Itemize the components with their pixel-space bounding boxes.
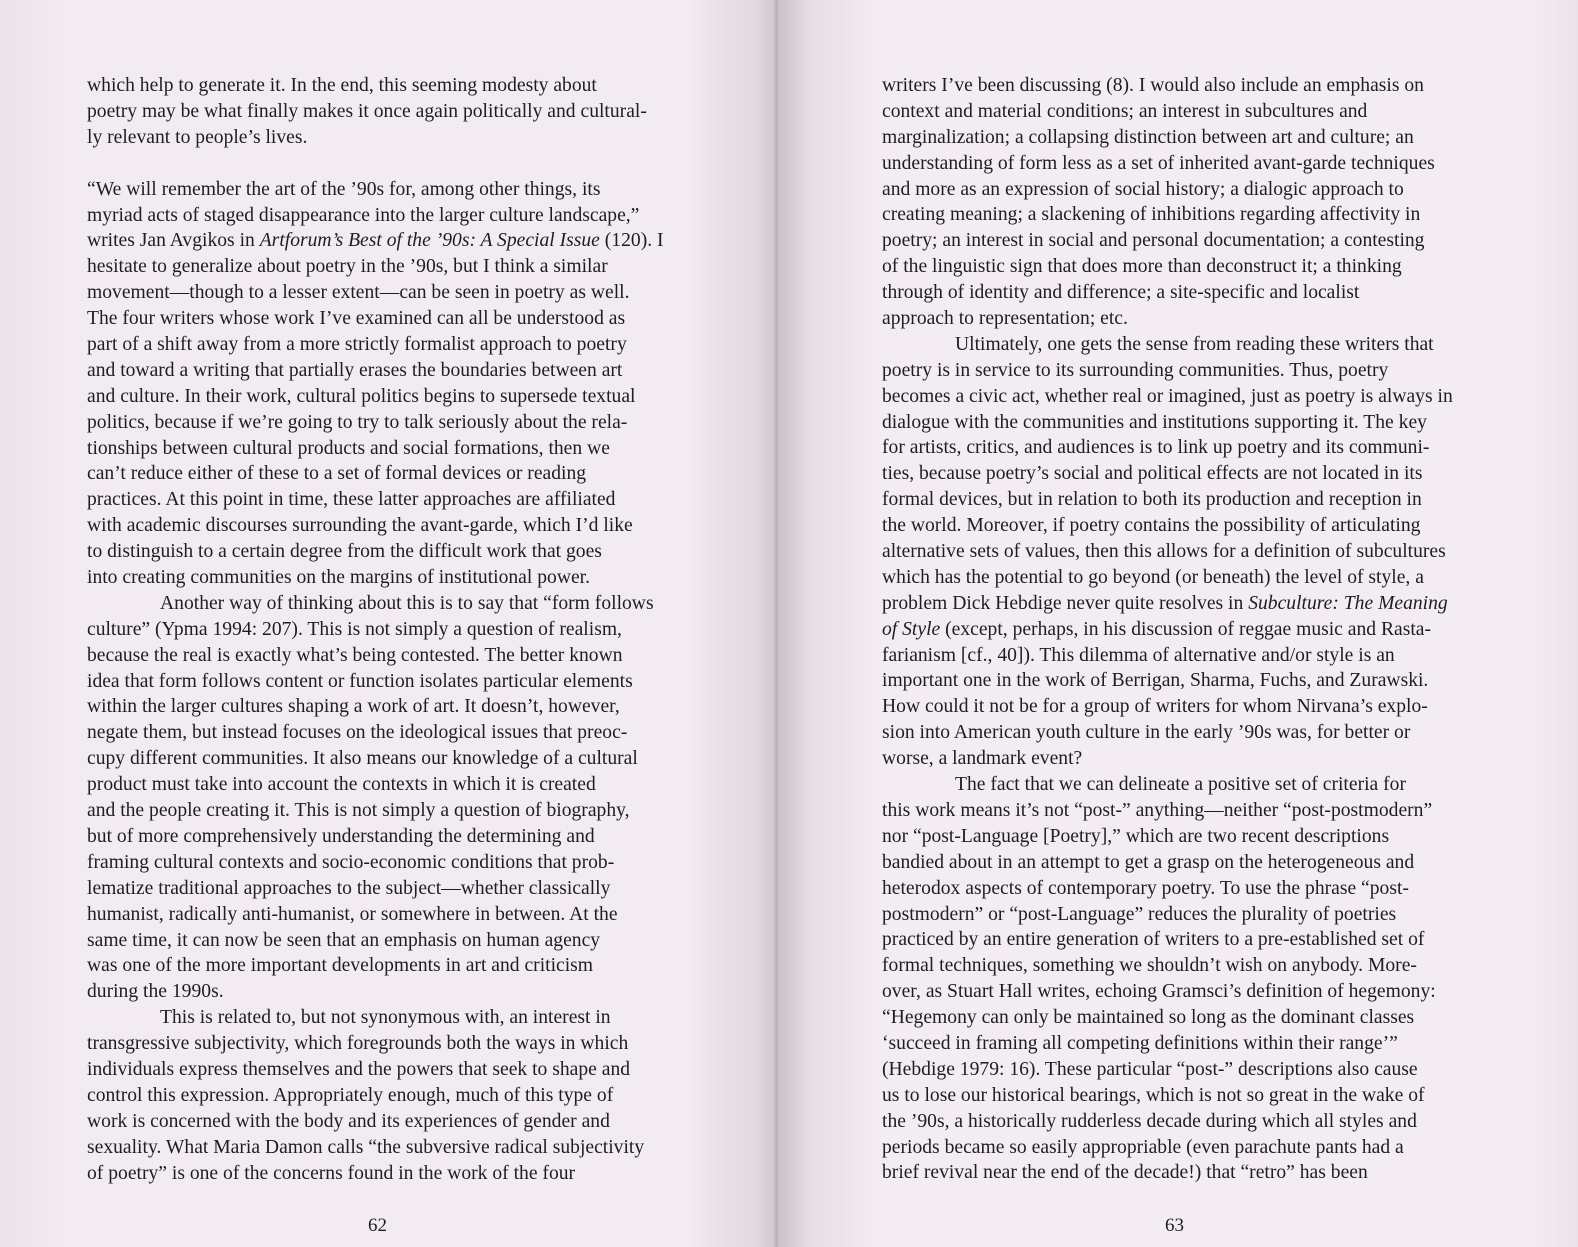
- text-line: lematize traditional approaches to the subject—whether classically: [87, 877, 611, 899]
- text-line: and more as an expression of social history; a dialogic approach to: [882, 178, 1404, 200]
- text-line: The fact that we can delineate a positive set of criteria for: [955, 774, 1406, 796]
- left-page-text: [87, 73, 664, 1186]
- text-line: dialogue with the communities and institutions supporting it. The key: [882, 411, 1427, 433]
- text-line: understanding of form less as a set of inherited avant-garde techniques: [882, 152, 1435, 174]
- page-number: 62: [368, 1215, 387, 1236]
- text-line: farianism [cf., 40]). This dilemma of alternative and/or style is an: [882, 644, 1395, 666]
- text-line: humanist, radically anti-humanist, or somewhere in between. At the: [87, 903, 618, 925]
- text-line: ly relevant to people’s lives.: [87, 126, 308, 148]
- text-line: poetry is in service to its surrounding communities. Thus, poetry: [882, 359, 1389, 381]
- left-page: [0, 0, 778, 1247]
- text-line: formal techniques, something we shouldn’t wish on anybody. More-: [882, 955, 1417, 977]
- text-line: (Hebdige 1979: 16). These particular “post-” descriptions also cause: [882, 1058, 1418, 1080]
- text-line: the world. Moreover, if poetry contains the possibility of articulating: [882, 515, 1421, 537]
- right-page-text: [882, 73, 1453, 1186]
- text-line: through of identity and difference; a site-specific and localist: [882, 282, 1360, 304]
- text-line: cupy different communities. It also means our knowledge of a cultural: [87, 748, 638, 770]
- text-line: bandied about in an attempt to get a grasp on the heterogeneous and: [882, 851, 1415, 873]
- text-line: but of more comprehensively understanding the determining and: [87, 825, 595, 847]
- page-number: 63: [1165, 1215, 1184, 1236]
- text-line: brief revival near the end of the decade!) that “retro” has been: [882, 1162, 1368, 1184]
- text-line: periods became so easily appropriable (even parachute pants had a: [882, 1136, 1404, 1158]
- text-line: part of a shift away from a more strictly formalist approach to poetry: [87, 334, 627, 356]
- text-line-hebdige-cont: [882, 617, 1453, 643]
- book-title-italic: of Style: [882, 618, 941, 640]
- text-line: of poetry” is one of the concerns found in the work of the four: [87, 1162, 576, 1184]
- text-line: of the linguistic sign that does more than deconstruct it; a thinking: [882, 256, 1402, 278]
- right-page: [778, 0, 1578, 1247]
- text-line: poetry; an interest in social and personal documentation; a contesting: [882, 230, 1425, 252]
- text-line: negate them, but instead focuses on the ideological issues that preoc-: [87, 722, 628, 744]
- text-line: can’t reduce either of these to a set of formal devices or reading: [87, 463, 587, 485]
- book-title-italic: Subculture: The Meaning: [1248, 592, 1448, 614]
- text-line: and the people creating it. This is not simply a question of biography,: [87, 800, 630, 822]
- text-line: product must take into account the contexts in which it is created: [87, 774, 596, 796]
- text-line: The four writers whose work I’ve examined can all be understood as: [87, 308, 626, 330]
- text-line: same time, it can now be seen that an emphasis on human agency: [87, 929, 601, 951]
- text-line: postmodern” or “post-Language” reduces the plurality of poetries: [882, 903, 1397, 925]
- text-line: within the larger cultures shaping a work of art. It doesn’t, however,: [87, 696, 620, 718]
- text-line: the ’90s, a historically rudderless decade during which all styles and: [882, 1110, 1417, 1132]
- text-line: becomes a civic act, whether real or imagined, just as poetry is always in: [882, 385, 1453, 407]
- text-line: marginalization; a collapsing distinction between art and culture; an: [882, 126, 1414, 148]
- text-line: with academic discourses surrounding the avant-garde, which I’d like: [87, 515, 633, 537]
- text-line: “Hegemony can only be maintained so long as the dominant classes: [882, 1007, 1415, 1029]
- text-line: culture” (Ypma 1994: 207). This is not simply a question of realism,: [87, 618, 622, 640]
- text-line: formal devices, but in relation to both its production and reception in: [882, 489, 1422, 511]
- text-line: Another way of thinking about this is to say that “form follows: [160, 592, 654, 614]
- text-line: tionships between cultural products and social formations, then we: [87, 437, 610, 459]
- text-line: heterodox aspects of contemporary poetry. To use the phrase “post-: [882, 877, 1409, 899]
- text-line: work is concerned with the body and its experiences of gender and: [87, 1110, 610, 1132]
- line-end: (120). I: [599, 230, 664, 252]
- text-line: important one in the work of Berrigan, Sharma, Fuchs, and Zurawski.: [882, 670, 1429, 692]
- text-line: alternative sets of values, then this allows for a definition of subcultures: [882, 541, 1446, 563]
- text-line: This is related to, but not synonymous with, an interest in: [160, 1007, 611, 1029]
- text-line: politics, because if we’re going to try to talk seriously about the rela-: [87, 411, 628, 433]
- text-line: to distinguish to a certain degree from the difficult work that goes: [87, 541, 602, 563]
- line-start: problem Dick Hebdige never quite resolves in: [882, 592, 1249, 614]
- text-line: idea that form follows content or function isolates particular elements: [87, 670, 633, 692]
- text-line: approach to representation; etc.: [882, 308, 1128, 330]
- text-line: because the real is exactly what’s being contested. The better known: [87, 644, 623, 666]
- text-line: sexuality. What Maria Damon calls “the subversive radical subjectivity: [87, 1136, 645, 1158]
- text-line: and culture. In their work, cultural politics begins to supersede textual: [87, 385, 636, 407]
- text-line: poetry may be what finally makes it once again politically and cultural-: [87, 100, 647, 122]
- text-line: into creating communities on the margins of institutional power.: [87, 567, 591, 589]
- text-line: movement—though to a lesser extent—can be seen in poetry as well.: [87, 282, 630, 304]
- text-line: writers I’ve been discussing (8). I would also include an emphasis on: [882, 75, 1424, 96]
- text-line: during the 1990s.: [87, 981, 224, 1003]
- paragraph-gap: [87, 151, 664, 177]
- text-line: How could it not be for a group of writers for whom Nirvana’s explo-: [882, 696, 1428, 718]
- text-line: us to lose our historical bearings, which is not so great in the wake of: [882, 1084, 1425, 1106]
- text-line: ‘succeed in framing all competing definitions within their range’”: [882, 1032, 1398, 1054]
- text-line: framing cultural contexts and socio-economic conditions that prob-: [87, 851, 615, 873]
- text-line: was one of the more important developments in art and criticism: [87, 955, 594, 977]
- line-end: (except, perhaps, in his discussion of reggae music and Rasta-: [940, 618, 1432, 640]
- text-line-avgikos: [87, 228, 664, 254]
- text-line: practices. At this point in time, these latter approaches are affiliated: [87, 489, 616, 511]
- book-title-italic: Artforum’s Best of the ’90s: A Special Issue: [259, 230, 600, 252]
- text-line: over, as Stuart Hall writes, echoing Gramsci’s definition of hegemony:: [882, 981, 1436, 1003]
- text-line: control this expression. Appropriately enough, much of this type of: [87, 1084, 614, 1106]
- line-start: writes Jan Avgikos in: [87, 230, 260, 252]
- text-line: which help to generate it. In the end, this seeming modesty about: [87, 75, 597, 96]
- text-line: Ultimately, one gets the sense from reading these writers that: [955, 333, 1434, 355]
- text-line: which has the potential to go beyond (or beneath) the level of style, a: [882, 566, 1424, 588]
- text-line: sion into American youth culture in the early ’90s was, for better or: [882, 722, 1411, 744]
- text-line: ties, because poetry’s social and political effects are not located in its: [882, 463, 1423, 485]
- text-line: worse, a landmark event?: [882, 748, 1083, 770]
- text-line: and toward a writing that partially erases the boundaries between art: [87, 359, 623, 381]
- text-line: for artists, critics, and audiences is to link up poetry and its communi-: [882, 437, 1430, 459]
- text-line: practiced by an entire generation of writers to a pre-established set of: [882, 929, 1425, 951]
- text-line: hesitate to generalize about poetry in the ’90s, but I think a similar: [87, 256, 608, 278]
- text-line: nor “post-Language [Poetry],” which are two recent descriptions: [882, 825, 1390, 847]
- text-line-hebdige: [882, 591, 1453, 617]
- text-line: context and material conditions; an interest in subcultures and: [882, 100, 1368, 122]
- text-line: transgressive subjectivity, which foregrounds both the ways in which: [87, 1033, 629, 1055]
- text-line: individuals express themselves and the powers that seek to shape and: [87, 1058, 631, 1080]
- text-line: myriad acts of staged disappearance into the larger culture landscape,”: [87, 204, 640, 226]
- text-line: “We will remember the art of the ’90s for, among other things, its: [87, 178, 601, 200]
- text-line: creating meaning; a slackening of inhibitions regarding affectivity in: [882, 204, 1421, 226]
- text-line: this work means it’s not “post-” anything—neither “post-postmodern”: [882, 799, 1433, 821]
